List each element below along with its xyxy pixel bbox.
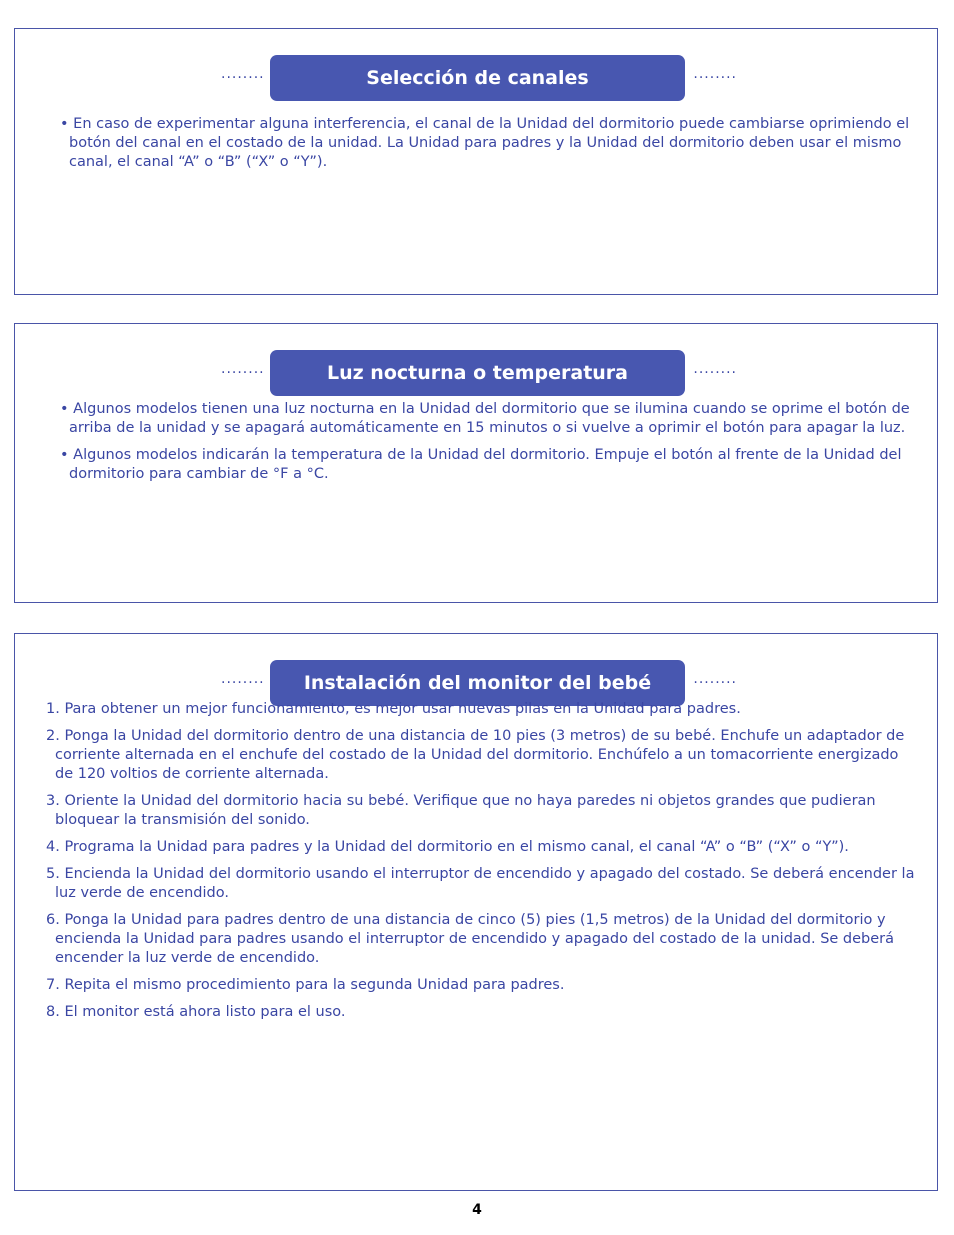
bullet-item: • Algunos modelos indicarán la temperatura de la Unidad del dormitorio. Empuje el botón al frente de la Unidad del dormitorio para cambiar de °F a °C. <box>60 447 902 482</box>
step-item: 4. Programa la Unidad para padres y la Unidad del dormitorio en el mismo canal, el canal “A” o “B” (“X” o “Y”). <box>46 839 849 855</box>
header-dots-left: ........ <box>221 361 265 377</box>
section-content <box>53 400 917 492</box>
section-content <box>53 115 917 180</box>
step-item: 5. Encienda la Unidad del dormitorio usando el interruptor de encendido y apagado del costado. Se deberá encender la luz verde de encendido. <box>46 866 915 901</box>
step-item: 8. El monitor está ahora listo para el uso. <box>46 1004 346 1020</box>
section-title: Instalación del monitor del bebé <box>270 660 685 706</box>
header-dots-right: ........ <box>693 671 737 687</box>
step-item: 6. Ponga la Unidad para padres dentro de una distancia de cinco (5) pies (1,5 metros) de la Unidad del dormitorio y encienda la Unidad para padres usando el interruptor de encendido y apagado del costado de la unidad. Se deberá encender la luz verde de encendido. <box>46 912 895 966</box>
step-item: 3. Oriente la Unidad del dormitorio hacia su bebé. Verifique que no haya paredes ni objetos grandes que pudieran bloquear la transmisión del sonido. <box>46 793 876 828</box>
header-dots-right: ........ <box>693 66 737 82</box>
section-header <box>221 55 737 101</box>
bullet-item: • En caso de experimentar alguna interferencia, el canal de la Unidad del dormitorio puede cambiarse oprimiendo el botón del canal en el costado de la unidad. La Unidad para padres y la Unidad del dormitorio deben usar el mismo canal, el canal “A” o “B” (“X” o “Y”). <box>60 116 910 170</box>
section-channel-selection <box>14 28 938 295</box>
step-item: 7. Repita el mismo procedimiento para la segunda Unidad para padres. <box>46 977 565 993</box>
section-monitor-installation <box>14 633 938 1191</box>
header-dots-left: ........ <box>221 671 265 687</box>
section-title: Selección de canales <box>270 55 685 101</box>
page-number: 4 <box>472 1202 482 1218</box>
section-title: Luz nocturna o temperatura <box>270 350 685 396</box>
section-content <box>46 700 917 1030</box>
section-header <box>221 350 737 396</box>
bullet-item: • Algunos modelos tienen una luz nocturna en la Unidad del dormitorio que se ilumina cuando se oprime el botón de arriba de la unidad y se apagará automáticamente en 15 minutos o si vuelve a oprimir el botón para apagar la luz. <box>60 401 910 436</box>
step-item: 2. Ponga la Unidad del dormitorio dentro de una distancia de 10 pies (3 metros) de su bebé. Enchufe un adaptador de corriente alternada en el enchufe del costado de la Unidad del dormitorio. Enchúfelo a un tomacorriente energizado de 120 voltios de corriente alternada. <box>46 728 905 782</box>
header-dots-right: ........ <box>693 361 737 377</box>
header-dots-left: ........ <box>221 66 265 82</box>
step-item: 1. Para obtener un mejor funcionamiento, es mejor usar nuevas pilas en la Unidad para padres. <box>46 701 741 717</box>
section-night-light <box>14 323 938 603</box>
